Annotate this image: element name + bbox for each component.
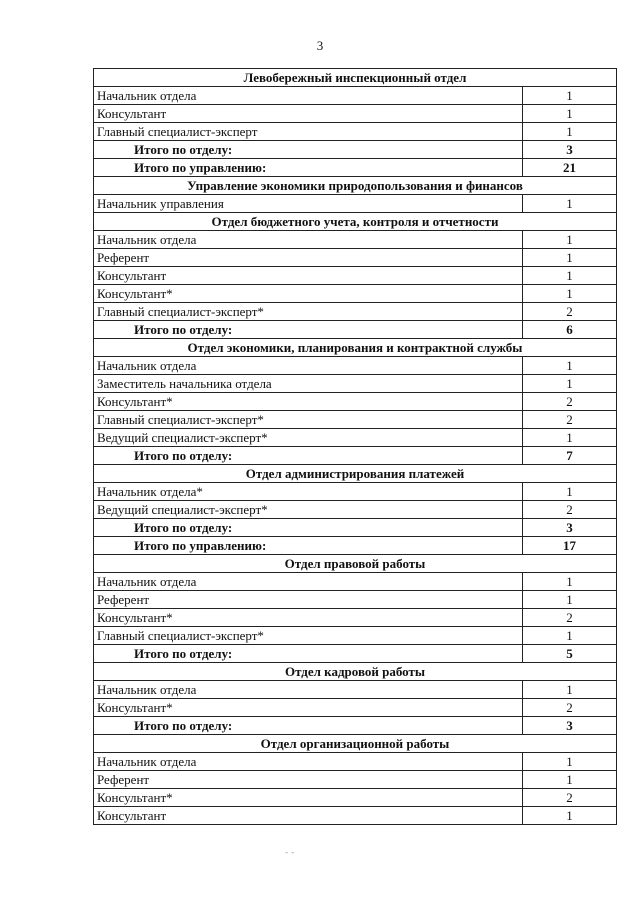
- total-label: Итого по отделу:: [94, 141, 523, 159]
- position-name: Начальник отдела: [94, 87, 523, 105]
- total-count: 5: [523, 645, 617, 663]
- position-name: Консультант: [94, 807, 523, 825]
- section-title: Отдел бюджетного учета, контроля и отчетности: [94, 213, 617, 231]
- total-count: 17: [523, 537, 617, 555]
- section-header-row: [94, 735, 617, 753]
- section-title: Отдел кадровой работы: [94, 663, 617, 681]
- staffing-table: [93, 68, 617, 825]
- position-name: Начальник отдела: [94, 573, 523, 591]
- position-name: Ведущий специалист-эксперт*: [94, 501, 523, 519]
- position-count: 1: [523, 573, 617, 591]
- position-name: Ведущий специалист-эксперт*: [94, 429, 523, 447]
- position-count: 1: [523, 195, 617, 213]
- total-label: Итого по отделу:: [94, 717, 523, 735]
- position-name: Референт: [94, 771, 523, 789]
- section-title: Отдел организационной работы: [94, 735, 617, 753]
- position-count: 1: [523, 429, 617, 447]
- section-title: Отдел правовой работы: [94, 555, 617, 573]
- total-label: Итого по отделу:: [94, 645, 523, 663]
- position-name: Начальник отдела: [94, 681, 523, 699]
- section-title: Управление экономики природопользования и финансов: [94, 177, 617, 195]
- position-count: 2: [523, 789, 617, 807]
- total-row: [94, 141, 617, 159]
- position-count: 1: [523, 285, 617, 303]
- total-row: [94, 537, 617, 555]
- section-title: Левобережный инспекционный отдел: [94, 69, 617, 87]
- position-row: [94, 303, 617, 321]
- position-name: Начальник отдела: [94, 753, 523, 771]
- position-count: 1: [523, 249, 617, 267]
- total-label: Итого по отделу:: [94, 447, 523, 465]
- page-number: 3: [316, 38, 324, 53]
- position-count: 1: [523, 231, 617, 249]
- position-row: [94, 429, 617, 447]
- position-row: [94, 771, 617, 789]
- position-row: [94, 609, 617, 627]
- total-row: [94, 645, 617, 663]
- position-name: Консультант*: [94, 789, 523, 807]
- position-count: 1: [523, 267, 617, 285]
- position-row: [94, 789, 617, 807]
- scan-artifact: - -: [285, 848, 295, 858]
- position-name: Главный специалист-эксперт*: [94, 627, 523, 645]
- total-row: [94, 159, 617, 177]
- position-row: [94, 195, 617, 213]
- position-count: 2: [523, 609, 617, 627]
- total-count: 6: [523, 321, 617, 339]
- position-name: Главный специалист-эксперт*: [94, 411, 523, 429]
- position-count: 1: [523, 375, 617, 393]
- position-row: [94, 483, 617, 501]
- position-count: 1: [523, 123, 617, 141]
- position-row: [94, 231, 617, 249]
- total-row: [94, 447, 617, 465]
- total-label: Итого по управлению:: [94, 159, 523, 177]
- position-count: 2: [523, 501, 617, 519]
- position-row: [94, 699, 617, 717]
- position-count: 1: [523, 807, 617, 825]
- total-row: [94, 321, 617, 339]
- section-header-row: [94, 663, 617, 681]
- position-name: Начальник управления: [94, 195, 523, 213]
- position-row: [94, 123, 617, 141]
- position-count: 2: [523, 393, 617, 411]
- position-row: [94, 411, 617, 429]
- position-count: 1: [523, 105, 617, 123]
- position-row: [94, 573, 617, 591]
- position-name: Референт: [94, 249, 523, 267]
- total-label: Итого по управлению:: [94, 537, 523, 555]
- position-row: [94, 681, 617, 699]
- position-name: Консультант*: [94, 699, 523, 717]
- position-name: Консультант*: [94, 609, 523, 627]
- position-name: Консультант: [94, 267, 523, 285]
- position-row: [94, 357, 617, 375]
- section-header-row: [94, 69, 617, 87]
- total-label: Итого по отделу:: [94, 519, 523, 537]
- total-label: Итого по отделу:: [94, 321, 523, 339]
- staffing-table-body: [94, 69, 617, 825]
- position-count: 1: [523, 483, 617, 501]
- position-row: [94, 87, 617, 105]
- position-name: Начальник отдела: [94, 231, 523, 249]
- position-row: [94, 393, 617, 411]
- total-count: 21: [523, 159, 617, 177]
- total-count: 7: [523, 447, 617, 465]
- position-count: 1: [523, 357, 617, 375]
- section-header-row: [94, 339, 617, 357]
- position-name: Главный специалист-эксперт: [94, 123, 523, 141]
- position-row: [94, 249, 617, 267]
- position-name: Заместитель начальника отдела: [94, 375, 523, 393]
- section-header-row: [94, 465, 617, 483]
- position-count: 1: [523, 771, 617, 789]
- total-row: [94, 519, 617, 537]
- position-row: [94, 285, 617, 303]
- position-row: [94, 105, 617, 123]
- section-header-row: [94, 177, 617, 195]
- position-count: 1: [523, 627, 617, 645]
- position-name: Консультант*: [94, 285, 523, 303]
- position-count: 1: [523, 87, 617, 105]
- total-count: 3: [523, 519, 617, 537]
- position-count: 2: [523, 303, 617, 321]
- position-count: 1: [523, 753, 617, 771]
- position-count: 1: [523, 681, 617, 699]
- position-row: [94, 627, 617, 645]
- section-title: Отдел экономики, планирования и контрактной службы: [94, 339, 617, 357]
- position-row: [94, 753, 617, 771]
- position-name: Консультант: [94, 105, 523, 123]
- total-count: 3: [523, 141, 617, 159]
- position-count: 2: [523, 699, 617, 717]
- position-name: Консультант*: [94, 393, 523, 411]
- total-row: [94, 717, 617, 735]
- position-row: [94, 807, 617, 825]
- position-row: [94, 501, 617, 519]
- section-header-row: [94, 213, 617, 231]
- position-name: Начальник отдела*: [94, 483, 523, 501]
- position-row: [94, 591, 617, 609]
- position-count: 2: [523, 411, 617, 429]
- total-count: 3: [523, 717, 617, 735]
- position-name: Начальник отдела: [94, 357, 523, 375]
- section-title: Отдел администрирования платежей: [94, 465, 617, 483]
- position-name: Референт: [94, 591, 523, 609]
- position-row: [94, 375, 617, 393]
- position-count: 1: [523, 591, 617, 609]
- position-row: [94, 267, 617, 285]
- section-header-row: [94, 555, 617, 573]
- position-name: Главный специалист-эксперт*: [94, 303, 523, 321]
